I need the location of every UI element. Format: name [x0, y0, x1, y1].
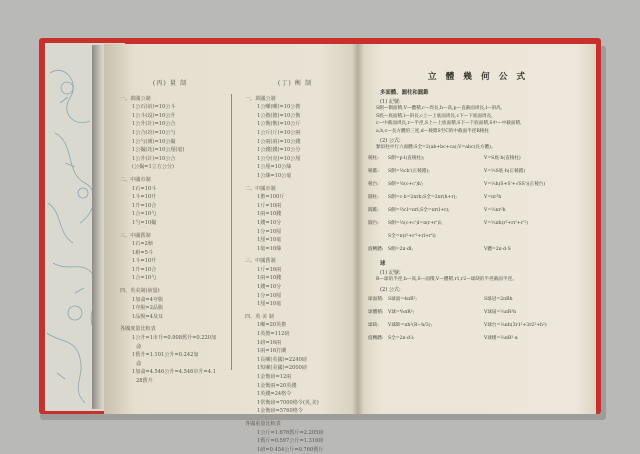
list-item: 1厘=10毫	[257, 301, 282, 308]
list-item: 1金衡兩=20英錢	[257, 382, 297, 389]
weight-sec3-heading: 三、中國舊制	[245, 258, 276, 265]
formula-area: S球面=4πR²;	[388, 296, 417, 302]
formula-row	[368, 230, 590, 243]
list-item: 1公錢(錢)=10公分	[257, 147, 301, 154]
list-item: 1加侖=4.546公升=4.546市升=4.1	[132, 369, 216, 376]
volume-sec4-heading: 四、英美制(液量)	[120, 288, 160, 295]
formula-row	[368, 332, 590, 345]
formula-name: 圓柱:	[368, 194, 379, 200]
list-item: 1磅=0.454公斤=0.760舊斤	[257, 446, 324, 453]
book-gutter	[352, 44, 364, 414]
list-item: 1錢=10分	[257, 219, 282, 226]
volume-sec2-list	[114, 185, 226, 228]
formula-area: S側=p·l(直稜柱);	[388, 155, 425, 161]
formula-volume: V球楔=⅔πR³·α	[484, 335, 518, 341]
formula-volume: V球扇=⅔πR²h	[484, 309, 517, 315]
list-item: 1斗=10升	[132, 194, 157, 201]
notation-line: R—球的半徑,h—高,S—面積,V—體積,r1,r2—球缺的半徑截面半徑。	[376, 276, 517, 282]
subsection-formulas-sphere: (2) 公式:	[380, 286, 401, 293]
formula-area: S側=½cl=πrl;S全=πr(l+r);	[388, 207, 450, 213]
weight-sec5-list	[239, 356, 351, 416]
formula-name: 球體積:	[368, 309, 384, 315]
list-item: 1舊升=1.101公升=0.242加	[132, 352, 199, 359]
list-item: 1斗=10升	[132, 258, 157, 265]
volume-sec4-list	[114, 296, 226, 322]
formula-row	[368, 243, 590, 256]
list-item: 1常衡磅=7000格令(英,美)	[257, 399, 319, 406]
volume-title: (丙) 量 制	[152, 80, 188, 87]
volume-sec1-list	[114, 103, 226, 172]
list-item: 1石=10斗	[132, 185, 157, 192]
weight-sec2-heading: 二、中國市制	[245, 185, 276, 192]
formula-volume	[484, 230, 590, 243]
list-item: 1升=10合	[132, 266, 157, 273]
formula-area: S側=2π·dl;	[388, 246, 413, 252]
volume-sec3-list	[114, 240, 226, 283]
list-item: 1加侖=4夸脫	[132, 296, 164, 303]
weight-sec6-heading: 各國重量比較表	[245, 420, 281, 427]
formula-name: 稜台:	[368, 181, 379, 187]
list-item: 1舊斤=0.597公斤=1.316磅	[257, 438, 324, 445]
weight-sec2-list	[239, 193, 351, 253]
notation-line: S側—側面積,V—體積,c—周長,h—高,p—直截面周長,l—斜高,	[376, 106, 503, 111]
notation-line: a,b,c—長方體的三度,d—稜錐S至C的中截面半徑R稜柱	[376, 128, 489, 134]
list-item: 1兩=10錢	[257, 275, 282, 282]
list-item: (公撮=1立方公分)	[132, 164, 175, 171]
list-item: 1夸脫=2品脫	[132, 305, 164, 312]
formula-name: 稜錐:	[368, 168, 379, 174]
list-item: 1金衡磅=12兩	[257, 374, 292, 380]
section-heading-sphere: 球	[380, 260, 386, 267]
list-item: 1升=10合	[132, 202, 157, 209]
formula-area: V球缺=πh²(R−h/3);	[388, 322, 433, 328]
list-item: 1短噸(美國)=2000磅	[257, 365, 307, 372]
list-item: 1公斤(斤)=10公兩	[257, 129, 301, 136]
list-item: 1錢=10分	[257, 284, 282, 291]
formula-volume: V=⅓πr²h	[484, 207, 506, 213]
formula-area: S側=½(c+c')h';	[388, 181, 424, 187]
list-item: 1分=10厘	[257, 292, 282, 299]
list-item: 1公厘=10公絲	[257, 164, 292, 171]
list-item: 1勺=10撮	[132, 219, 157, 226]
weight-title: (丁) 衡 制	[277, 80, 313, 87]
formula-volume: V=⅓πh(r²+rr'+r'²)	[484, 220, 528, 226]
list-item: 1斤=10兩	[257, 202, 282, 209]
formula-name: 圓台:	[368, 220, 379, 226]
list-item: 1噸=20英擔	[257, 322, 287, 329]
left-page-content	[114, 80, 352, 453]
list-item: 1公兩(兩)=10公錢	[257, 138, 301, 145]
list-item: 1擔=100斤	[257, 194, 285, 201]
weight-sec4-heading: 四、英 美 制	[245, 313, 274, 320]
notation-line: c—中截面周長,r—半徑,S上—上底面積,S下—下底面積,S中—中截面積,	[376, 121, 522, 127]
formula-area: S側=c·h=2πrh;S全=2πr(h+r);	[388, 194, 457, 200]
formula-name: 圓錐:	[368, 207, 379, 213]
formula-name: 稜柱:	[368, 155, 379, 161]
formula-volume: V=S底·h(直稜柱)	[484, 155, 521, 161]
weight-sec4-list	[239, 321, 351, 355]
formula-area: S側=½ch'(正稜錐);	[388, 168, 430, 174]
list-item: 28舊升	[136, 378, 153, 384]
list-item: 1公升(竍)=10公合	[132, 121, 176, 128]
list-item: 1英錢=24格令	[257, 391, 292, 398]
formula-volume: V體=2π·d·S	[484, 246, 511, 252]
list-item: 1公噸(噸)=10公擔	[257, 104, 301, 111]
sphere-formula-table	[366, 293, 590, 345]
list-item: 1品脫=4及耳	[132, 313, 164, 320]
list-item: 1磅=16兩	[257, 339, 282, 346]
formula-row	[368, 191, 590, 204]
list-item: 1合=10勺	[132, 211, 157, 218]
list-item: 1金衡磅=5760格令	[257, 408, 303, 415]
formula-volume: V球台=⅙πh(3r1²+3r2²+h²)	[484, 322, 547, 328]
notation-line: S底—底面積,l—斜長,c上—上底面周長,c下—下底面周長,	[376, 113, 493, 119]
formula-row	[368, 293, 590, 306]
list-item: 1分=10厘	[257, 228, 282, 235]
list-item: 1合=10勺	[132, 275, 157, 282]
formula-name: 旋轉體:	[368, 246, 384, 252]
volume-sec1-heading: 一、萬國公制	[120, 95, 151, 102]
list-item: 侖	[136, 360, 142, 367]
list-item: 1毫=10絲	[257, 245, 282, 252]
list-item: 1公分(克)=10公厘	[257, 155, 301, 162]
column-volume	[114, 80, 226, 386]
formula-row	[368, 152, 590, 165]
formula-row	[368, 217, 590, 230]
subsection-formulas: (2) 公式:	[380, 138, 401, 145]
formula-row	[368, 165, 590, 178]
list-item: 1公擔(擔)=10公衡	[257, 112, 301, 119]
list-item: 1公勺(竰)=10公撮	[132, 138, 176, 145]
subsection-notation-sphere: (1) 記號:	[380, 269, 401, 276]
column-divider	[231, 94, 232, 370]
formula-name: 旋轉體:	[368, 335, 384, 341]
formula-row	[368, 319, 590, 332]
right-page-content	[366, 70, 590, 410]
weight-sec1-heading: 一、萬國公制	[245, 95, 276, 102]
list-item: 侖	[136, 343, 142, 350]
formula-row	[368, 178, 590, 191]
list-item: 1厘=10毫	[257, 237, 282, 244]
list-item: 1斛=5斗	[132, 249, 153, 256]
formula-volume: V=πr²h	[484, 194, 502, 200]
list-item: 1公衡(衡)=10公斤	[257, 121, 301, 128]
list-item: 1公升=1市升=0.908舊升=0.220加	[132, 335, 217, 342]
list-item: 1長噸(英國)=2240磅	[257, 356, 307, 363]
subsection-notation: (1) 記號:	[380, 99, 401, 105]
volume-sec2-heading: 二、中國市制	[120, 176, 151, 183]
formula-area: S全=π(r²+r'²+rl+r'l)	[388, 233, 436, 239]
list-item: 1英擔=112磅	[257, 331, 290, 338]
volume-sec5-list	[114, 334, 226, 386]
formula-volume: V=⅓S底·h(正稜錐)	[484, 168, 526, 174]
formula-table	[366, 152, 590, 256]
weight-sec6-list	[239, 429, 351, 454]
volume-sec5-heading: 各國度量比較表	[120, 326, 156, 333]
volume-sec3-heading: 三、中國舊制	[120, 232, 151, 239]
formula-area: S全=2π·d·l;	[388, 335, 415, 341]
weight-sec1-list	[239, 103, 351, 180]
formula-row	[368, 306, 590, 319]
list-item: 1公石(竡)=10公斗	[132, 104, 176, 111]
formula-name: 球面積:	[368, 296, 384, 302]
section-heading-polyhedra: 多面體、圓柱和圓錐	[380, 90, 429, 96]
list-item: 1石=2斛	[132, 241, 153, 248]
column-weight	[239, 80, 351, 454]
list-item: 1兩=16打蘭	[257, 348, 287, 355]
list-item: 1公斤=1.676舊斤=2.205磅	[257, 429, 324, 436]
weight-sec3-list	[239, 266, 351, 309]
formula-name	[368, 230, 388, 243]
formula-area: V球=⁴⁄₃πR³;	[388, 309, 415, 315]
list-item: 1斤=16兩	[257, 266, 282, 273]
formula-name: 球缺:	[368, 322, 379, 328]
list-item: 1公合(竕)=10公勺	[132, 129, 176, 136]
formula-lead: 類似柱中行六面體:S全=2(ab+bc+ca);V=abc(長方體)。	[376, 145, 496, 151]
list-item: 1公撮(竓)=10公厘(毫)	[132, 147, 185, 154]
formula-row	[368, 204, 590, 217]
list-item: 1兩=10錢	[257, 211, 282, 218]
formula-area: S側=½(c+c')l=π(r+r')l;	[388, 220, 443, 226]
list-item: 1公升(竍)=10公合	[132, 155, 176, 162]
formula-volume: S球冠=2πRh	[484, 296, 513, 302]
list-item: 1公絲=10公毫	[257, 172, 292, 179]
page-title: 立 體 幾 何 公 式	[427, 72, 529, 82]
list-item: 1公斗(竐)=10公升	[132, 112, 176, 119]
formula-volume: V=⅓h(S+S'+√SS')(正稜台)	[484, 181, 546, 187]
